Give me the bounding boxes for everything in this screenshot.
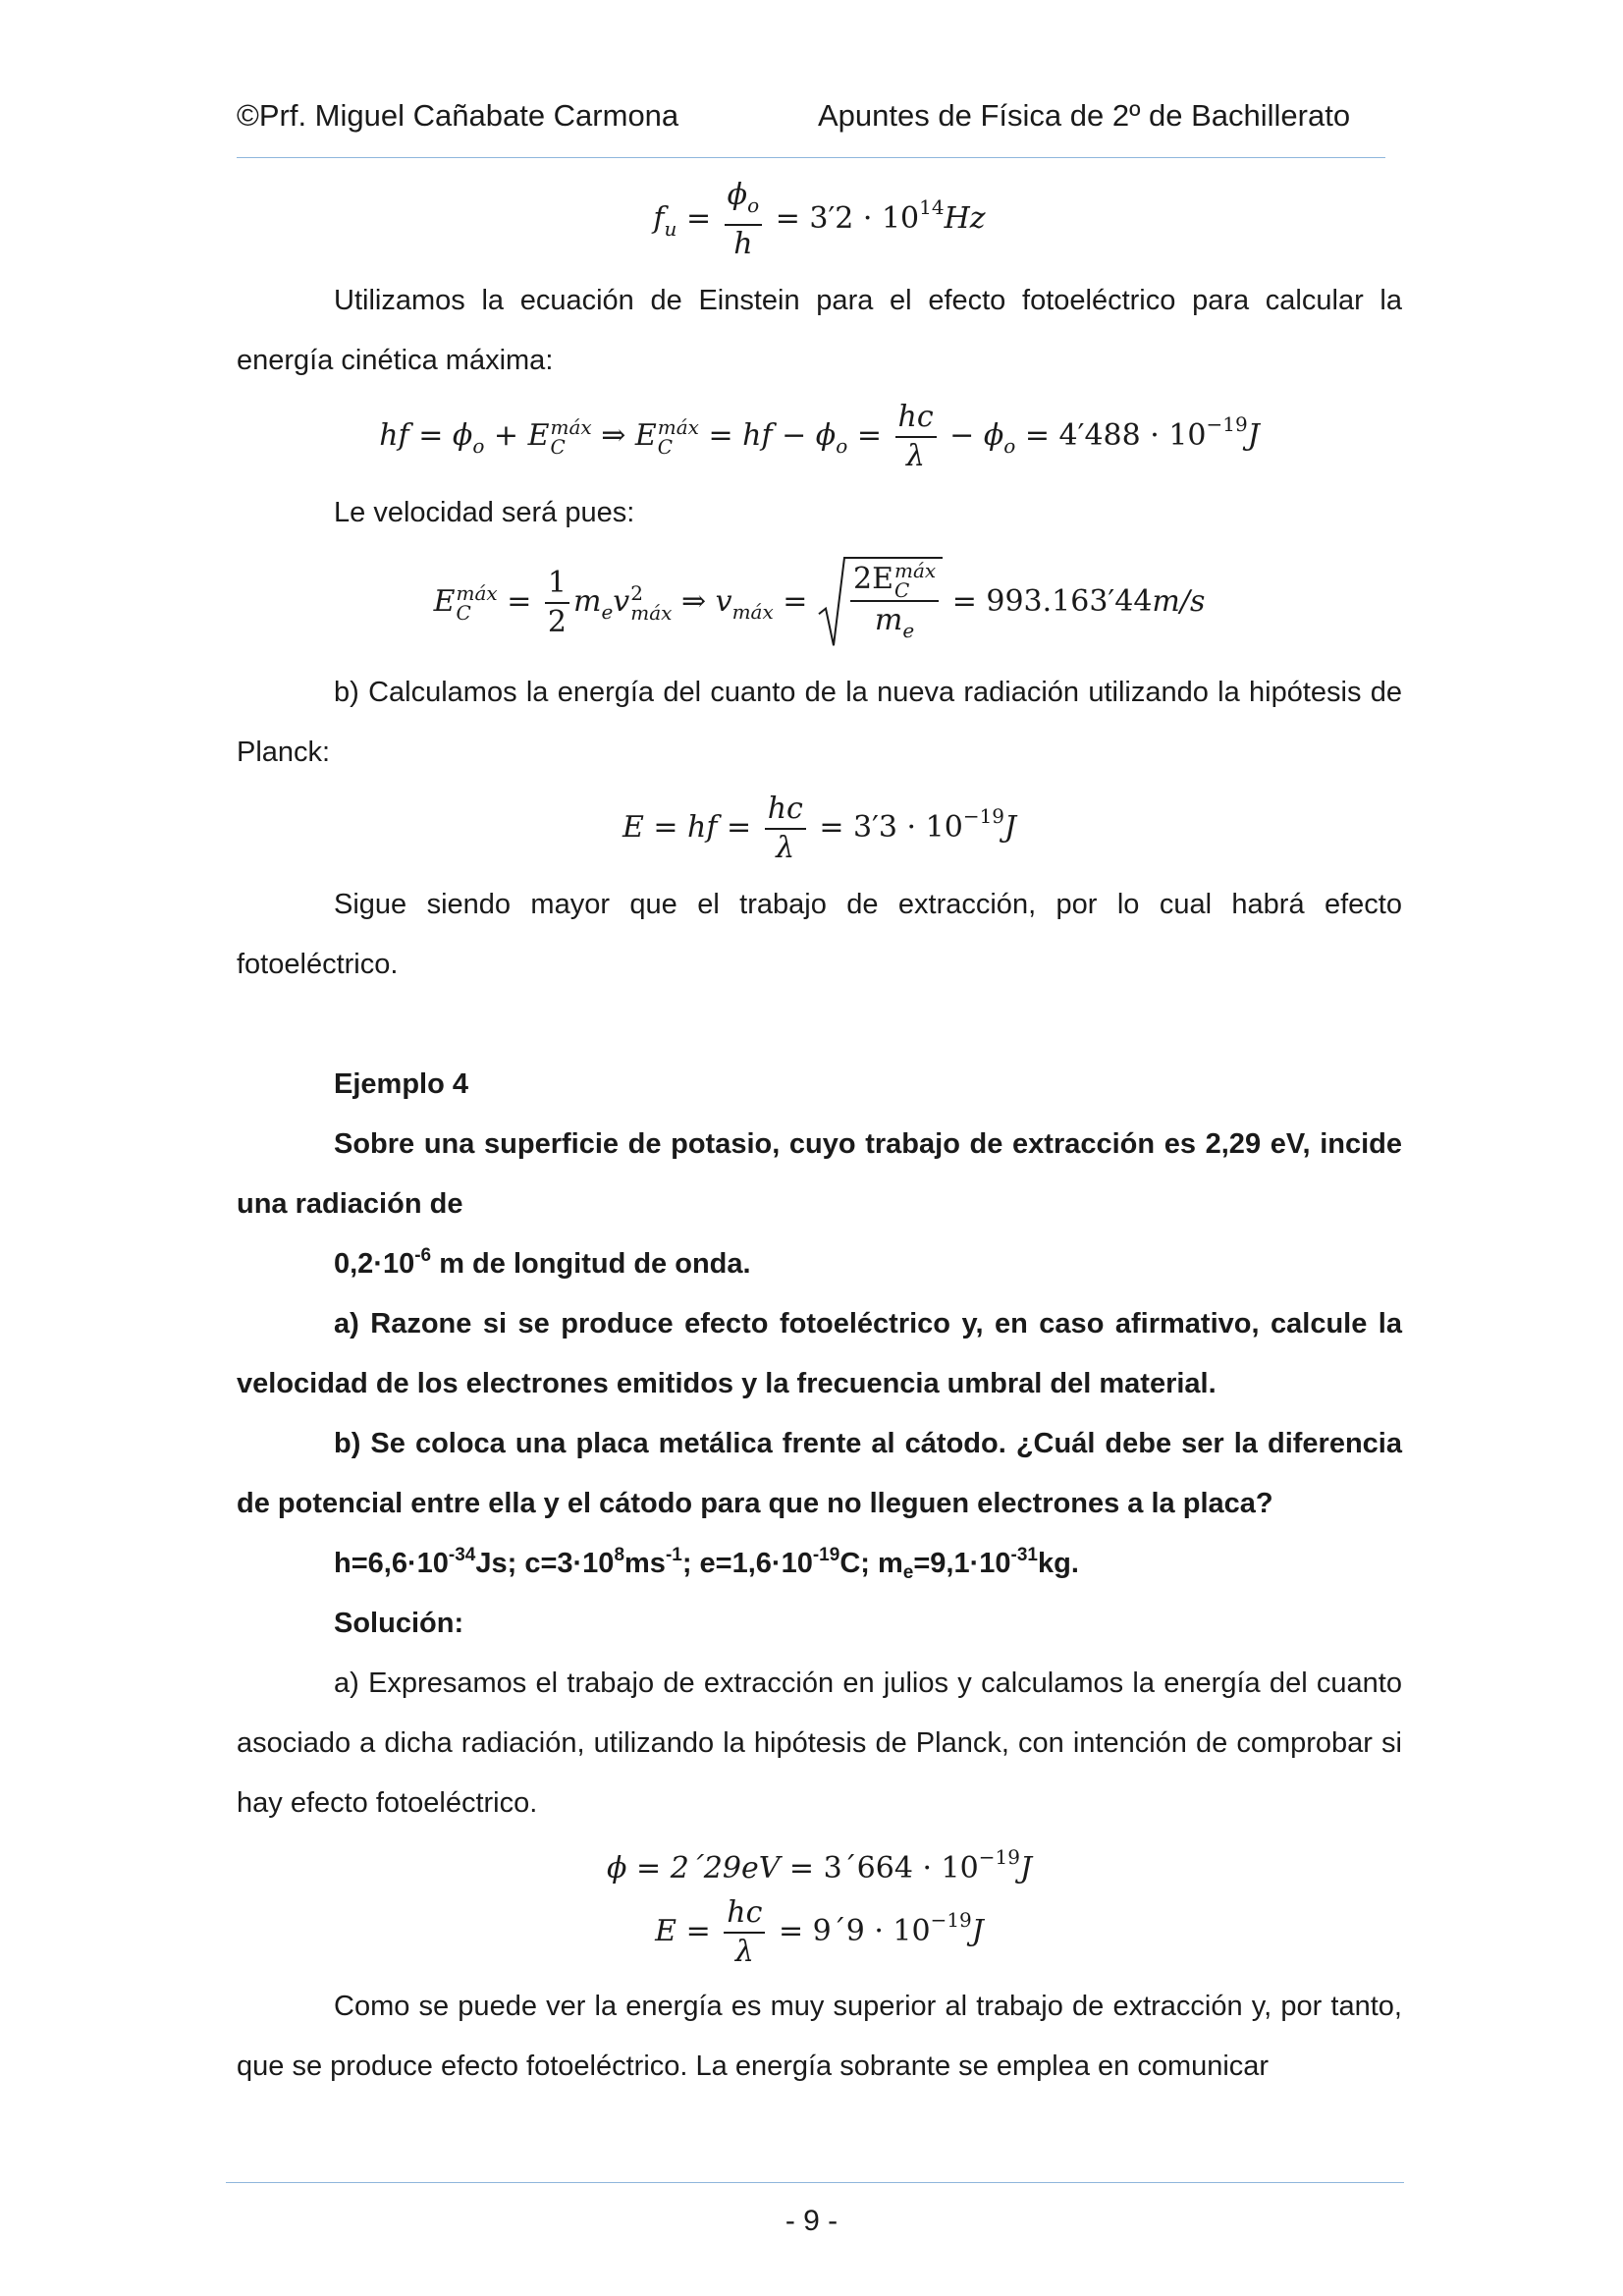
- example-statement: Sobre una superficie de potasio, cuyo trabajo de extracción es 2,29 eV, incide una radiación de: [237, 1128, 1402, 1220]
- footer-rule: [226, 2182, 1404, 2183]
- equation-work-function: ϕ = 2´29eV = 3´664 · $10^{-19}J$: [607, 1845, 1032, 1886]
- equation-photon-energy: E = $\frac{hc}{\lambda}$ = 9´9 · $10^{-19}J$: [655, 1895, 984, 1969]
- fraction: $\frac{hc}{\lambda}$: [765, 791, 806, 867]
- equation-threshold-frequency: $f_u$ = $\frac{\phi_o}{h}$ = $3'2 \cdot 10^{14}Hz$: [653, 178, 986, 261]
- header-rule: [237, 157, 1385, 158]
- header-author: ©Prf. Miguel Cañabate Carmona: [237, 98, 679, 133]
- radical-sign: [817, 557, 846, 649]
- paragraph-conclusion: Sigue siendo mayor que el trabajo de extracción, por lo cual habrá efecto fotoeléctrico.: [237, 889, 1402, 980]
- equation-kinetic-energy: hf = $\phi_o + E$ máx C ⇒ E máx C = hf − $\phi_o$ = $\frac{hc}{\lambda}$ − $\phi_o = 4'488 \cdot 10^{-19}J$: [379, 400, 1260, 473]
- page-number: - 9 -: [784, 2205, 839, 2237]
- paragraph-einstein: Utilizamos la ecuación de Einstein para el efecto fotoeléctrico para calcular la energía cinética máxima:: [237, 285, 1402, 376]
- example-title: Ejemplo 4: [334, 1068, 468, 1100]
- solution-paragraph-a: a) Expresamos el trabajo de extracción en julios y calculamos la energía del cuanto asociado a dicha radiación, utilizando la hipótesis de Planck, con intención de comprobar si hay efecto fotoeléctrico.: [237, 1667, 1402, 1819]
- equation-quantum-energy: E = hf = $\frac{hc}{\lambda}$ = $3'3 \cdot 10^{-19}J$: [622, 792, 1017, 865]
- page-content: [237, 169, 1402, 2097]
- fraction: $\frac{hc}{\lambda}$: [895, 399, 937, 475]
- header-title: Apuntes de Física de 2º de Bachillerato: [818, 98, 1351, 133]
- solution-label: Solución:: [334, 1608, 464, 1639]
- paragraph-planck: b) Calculamos la energía del cuanto de la nueva radiación utilizando la hipótesis de Planck:: [237, 677, 1402, 768]
- fraction: $\frac{1}{2}$: [545, 565, 569, 641]
- solution-paragraph-b: Como se puede ver la energía es muy superior al trabajo de extracción y, por tanto, que se produce efecto fotoeléctrico. La energía sobrante se emplea en comunicar: [237, 1991, 1402, 2082]
- example-wavelength: $0,2\cdot 10^{-6}$ m de longitud de onda.: [334, 1245, 751, 1280]
- equation-max-velocity: E máx C = $\frac{1}{2}$ $m_ev$ 2 máx ⇒ $v_{máx}$ = 2E máx C $m_e$ = 993.163′44m/s: [237, 543, 1402, 663]
- paragraph-velocity: Le velocidad será pues:: [334, 497, 635, 528]
- example-constants: $h=6,6\cdot 10^{-34}Js$; $c=3\cdot 10^8ms^{-1}$; $e=1,6\cdot 10^{-19}C$; $m_e=9,1\cdot 10^{-31}kg$.: [334, 1545, 1079, 1583]
- example-question-a: a) Razone si se produce efecto fotoeléctrico y, en caso afirmativo, calcule la velocidad de los electrones emitidos y la frecuencia umbral del material.: [237, 1308, 1402, 1399]
- fraction: 2E máx C $m_e$: [850, 561, 939, 649]
- fraction: $\frac{\phi_o}{h}$: [725, 177, 763, 263]
- square-root: [817, 557, 943, 649]
- fraction: $\frac{hc}{\lambda}$: [724, 1894, 765, 1971]
- example-question-b: b) Se coloca una placa metálica frente al cátodo. ¿Cuál debe ser la diferencia de potencial entre ella y el cátodo para que no lleguen electrones a la placa?: [237, 1428, 1402, 1519]
- spacer: [237, 995, 1402, 1055]
